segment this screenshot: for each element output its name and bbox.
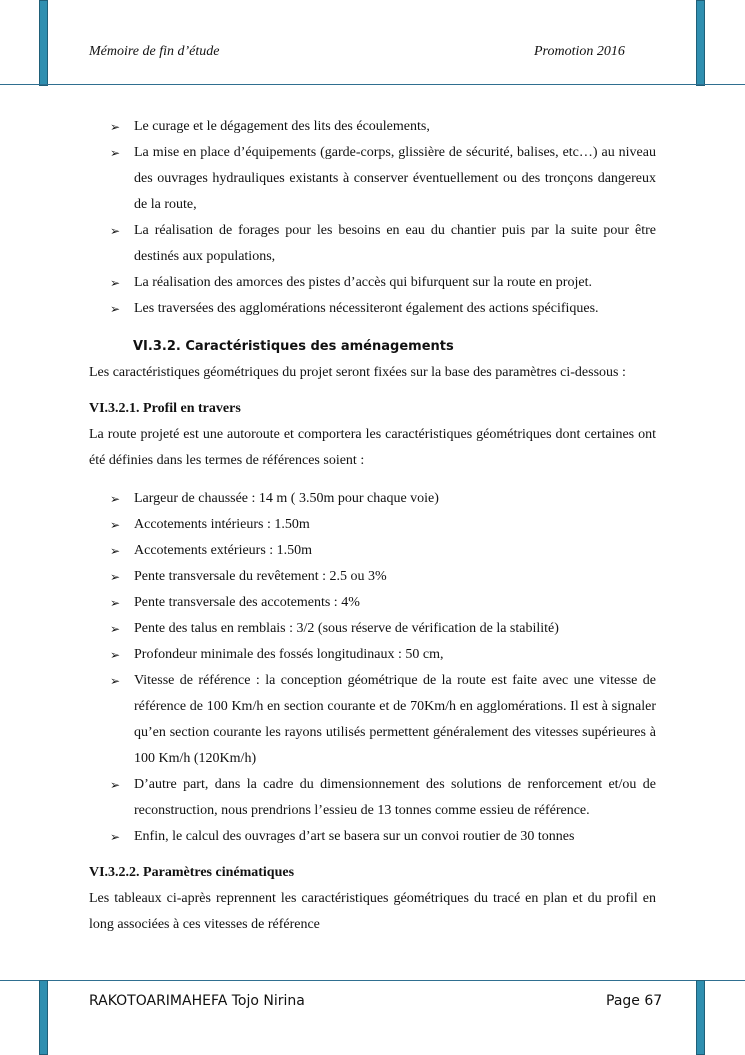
arrow-bullet-icon: ➢ bbox=[110, 120, 121, 134]
section-intro-vi322: Les tableaux ci-après reprennent les caractéristiques géométriques du tracé en plan et du profil en long associées à ces vitesses de référence bbox=[89, 891, 656, 932]
frame-bar-top-right bbox=[696, 0, 705, 86]
section-heading-vi321: VI.3.2.1. Profil en travers bbox=[89, 401, 241, 416]
section-heading-vi322: VI.3.2.2. Paramètres cinématiques bbox=[89, 865, 295, 880]
list-item: ➢ Accotements extérieurs : 1.50m bbox=[134, 538, 656, 564]
list-item: ➢ Enfin, le calcul des ouvrages d’art se basera sur un convoi routier de 30 tonnes bbox=[134, 824, 656, 850]
list-item: ➢ La réalisation des amorces des pistes d’accès qui bifurquent sur la route en projet. bbox=[134, 270, 656, 296]
frame-bar-bottom-left bbox=[39, 980, 48, 1055]
list-item: ➢ Le curage et le dégagement des lits des écoulements, bbox=[134, 114, 656, 140]
top-bullet-list bbox=[89, 114, 656, 322]
section-heading-vi32: VI.3.2. Caractéristiques des aménagements bbox=[133, 339, 454, 354]
arrow-bullet-icon: ➢ bbox=[110, 146, 121, 160]
list-item: ➢ Vitesse de référence : la conception géométrique de la route est faite avec une vitesse de référence de 100 Km/h en section courante et de 70Km/h en agglomérations. Il est à signaler qu’en section courante les rayons utilisés permettent généralement des vitesses supérieures à 100 Km/h (120Km/h) bbox=[134, 668, 656, 772]
arrow-bullet-icon: ➢ bbox=[110, 492, 121, 506]
footer-author: RAKOTOARIMAHEFA Tojo Nirina bbox=[89, 993, 305, 1009]
list-item: ➢ Les traversées des agglomérations nécessiteront également des actions spécifiques. bbox=[134, 296, 656, 322]
footer-rule bbox=[0, 980, 745, 981]
header-promotion: Promotion 2016 bbox=[534, 44, 625, 59]
list-item: ➢ Pente transversale du revêtement : 2.5 ou 3% bbox=[134, 564, 656, 590]
arrow-bullet-icon: ➢ bbox=[110, 224, 121, 238]
section-intro-vi321: La route projeté est une autoroute et comportera les caractéristiques géométriques dont certaines ont été définies dans les termes de références soient : bbox=[89, 427, 656, 468]
frame-bar-bottom-right bbox=[696, 980, 705, 1055]
page-body bbox=[89, 114, 656, 938]
list-item: ➢ Profondeur minimale des fossés longitudinaux : 50 cm, bbox=[134, 642, 656, 668]
arrow-bullet-icon: ➢ bbox=[110, 596, 121, 610]
list-item: ➢ Pente des talus en remblais : 3/2 (sous réserve de vérification de la stabilité) bbox=[134, 616, 656, 642]
list-item: ➢ Pente transversale des accotements : 4% bbox=[134, 590, 656, 616]
arrow-bullet-icon: ➢ bbox=[110, 648, 121, 662]
arrow-bullet-icon: ➢ bbox=[110, 622, 121, 636]
list-item: ➢ La réalisation de forages pour les besoins en eau du chantier puis par la suite pour être destinés aux populations, bbox=[134, 218, 656, 270]
footer-page-number: Page 67 bbox=[606, 993, 663, 1009]
arrow-bullet-icon: ➢ bbox=[110, 544, 121, 558]
arrow-bullet-icon: ➢ bbox=[110, 302, 121, 316]
header-rule bbox=[0, 84, 745, 85]
section-intro-vi32: Les caractéristiques géométriques du projet seront fixées sur la base des paramètres ci-dessous : bbox=[89, 365, 626, 380]
profil-bullet-list bbox=[89, 486, 656, 850]
list-item: ➢ Largeur de chaussée : 14 m ( 3.50m pour chaque voie) bbox=[134, 486, 656, 512]
arrow-bullet-icon: ➢ bbox=[110, 674, 121, 688]
frame-bar-top-left bbox=[39, 0, 48, 86]
arrow-bullet-icon: ➢ bbox=[110, 570, 121, 584]
header-title: Mémoire de fin d’étude bbox=[89, 44, 220, 59]
arrow-bullet-icon: ➢ bbox=[110, 830, 121, 844]
arrow-bullet-icon: ➢ bbox=[110, 778, 121, 792]
list-item: ➢ D’autre part, dans la cadre du dimensionnement des solutions de renforcement et/ou de reconstruction, nous prendrions l’essieu de 13 tonnes comme essieu de référence. bbox=[134, 772, 656, 824]
arrow-bullet-icon: ➢ bbox=[110, 276, 121, 290]
list-item: ➢ La mise en place d’équipements (garde-corps, glissière de sécurité, balises, etc…) au niveau des ouvrages hydrauliques existants à conserver éventuellement ou des tronçons dangereux de la route, bbox=[134, 140, 656, 218]
arrow-bullet-icon: ➢ bbox=[110, 518, 121, 532]
list-item: ➢ Accotements intérieurs : 1.50m bbox=[134, 512, 656, 538]
